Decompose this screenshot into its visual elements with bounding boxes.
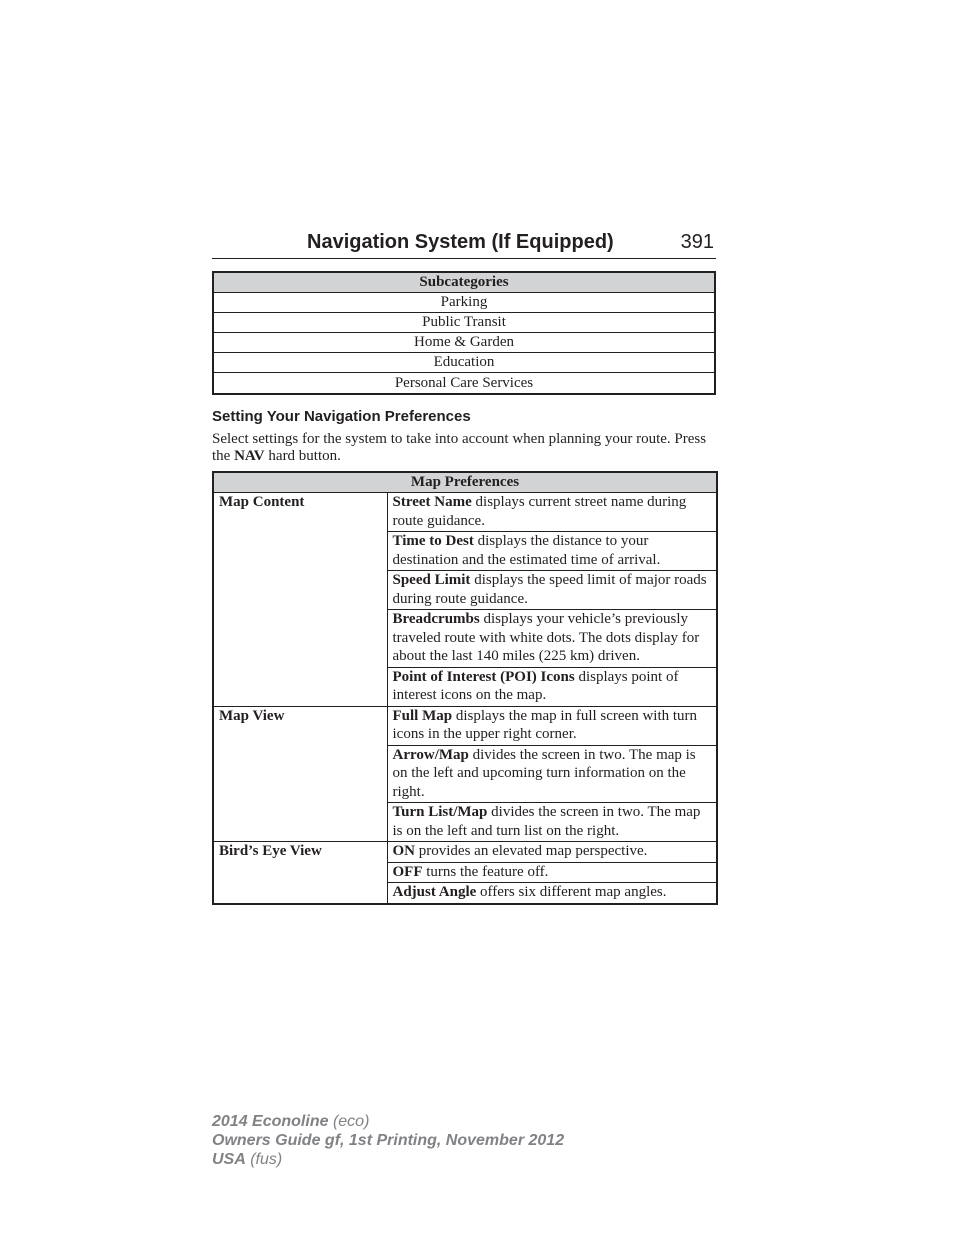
pref-term: Time to Dest bbox=[392, 533, 474, 549]
pref-desc: displays the speed limit of major roads during route guidance. bbox=[392, 572, 707, 607]
pref-desc: displays your vehicle’s previously traveled route with white dots. The dots display for about the last 140 miles (225 km) driven. bbox=[392, 611, 700, 664]
table-cell: Personal Care Services bbox=[213, 373, 715, 395]
table-header-row bbox=[213, 272, 715, 293]
table-row bbox=[213, 493, 717, 532]
pref-desc: divides the screen in two. The map is on the left and turn list on the right. bbox=[392, 804, 701, 839]
page-number: 391 bbox=[680, 231, 714, 253]
pref-desc: provides an elevated map perspective. bbox=[415, 843, 648, 859]
map-preferences-table bbox=[212, 471, 718, 905]
pref-item bbox=[387, 532, 717, 571]
table-cell: Education bbox=[213, 353, 715, 373]
pref-item bbox=[387, 571, 717, 610]
pref-term: Speed Limit bbox=[392, 572, 471, 588]
pref-item bbox=[387, 842, 717, 863]
table-row bbox=[213, 842, 717, 863]
pref-desc: turns the feature off. bbox=[422, 863, 549, 880]
pref-item bbox=[387, 610, 717, 668]
pref-item bbox=[387, 493, 717, 532]
pref-desc: displays current street name during route guidance. bbox=[392, 494, 687, 529]
page-header bbox=[212, 230, 716, 259]
intro-text-end: hard button. bbox=[264, 447, 341, 464]
category-map-content: Map Content bbox=[213, 493, 387, 707]
table-row bbox=[213, 353, 715, 373]
subcategories-table bbox=[212, 271, 716, 395]
pref-term: Street Name bbox=[392, 494, 472, 510]
footer-line-1 bbox=[212, 1112, 564, 1131]
table-row bbox=[213, 313, 715, 333]
pref-term: Full Map bbox=[392, 707, 453, 724]
pref-term: OFF bbox=[392, 863, 423, 880]
pref-term: ON bbox=[392, 843, 415, 859]
pref-desc: displays point of interest icons on the map. bbox=[392, 668, 679, 703]
footer-market-code: (fus) bbox=[245, 1151, 283, 1168]
footer-line-3 bbox=[212, 1150, 564, 1169]
pref-item bbox=[387, 667, 717, 706]
footer-market: USA bbox=[212, 1151, 246, 1168]
footer-line-2 bbox=[212, 1131, 564, 1150]
table-row bbox=[213, 293, 715, 313]
table-cell: Home & Garden bbox=[213, 333, 715, 353]
pref-item bbox=[387, 706, 717, 745]
pref-desc: displays the distance to your destination and the estimated time of arrival. bbox=[392, 533, 661, 568]
pref-desc: displays the map in full screen with turn icons in the upper right corner. bbox=[392, 707, 698, 742]
pref-term: Point of Interest (POI) Icons bbox=[392, 668, 575, 685]
pref-term: Turn List/Map bbox=[392, 804, 488, 820]
category-birds-eye-view: Bird’s Eye View bbox=[213, 842, 387, 904]
footer-guide-info: Owners Guide gf, 1st Printing, November 2012 bbox=[212, 1132, 565, 1149]
table-cell: Parking bbox=[213, 293, 715, 313]
page-title: Navigation System (If Equipped) bbox=[307, 231, 614, 253]
pref-term: Adjust Angle bbox=[392, 884, 477, 900]
pref-term: Arrow/Map bbox=[392, 746, 469, 763]
intro-paragraph bbox=[212, 431, 712, 464]
footer-vehicle: 2014 Econoline bbox=[212, 1113, 329, 1130]
pref-desc: divides the screen in two. The map is on the left and upcoming turn information on the right. bbox=[392, 746, 696, 800]
intro-text: Select settings for the system to take into account when planning your route. Press the bbox=[212, 431, 707, 464]
table-row bbox=[213, 333, 715, 353]
pref-term: Breadcrumbs bbox=[392, 611, 480, 627]
category-map-view: Map View bbox=[213, 706, 387, 842]
pref-item bbox=[387, 862, 717, 883]
nav-button-name: NAV bbox=[234, 447, 265, 464]
pref-item bbox=[387, 883, 717, 904]
pref-item bbox=[387, 745, 717, 803]
table-row bbox=[213, 706, 717, 745]
table-header-row bbox=[213, 472, 717, 493]
pref-item bbox=[387, 803, 717, 842]
table-header: Subcategories bbox=[213, 272, 715, 293]
page-footer bbox=[212, 1112, 564, 1169]
pref-desc: offers six different map angles. bbox=[476, 884, 667, 900]
table-row bbox=[213, 373, 715, 395]
table-header: Map Preferences bbox=[213, 472, 717, 493]
section-heading: Setting Your Navigation Preferences bbox=[212, 408, 471, 425]
footer-vehicle-code: (eco) bbox=[328, 1113, 370, 1130]
table-cell: Public Transit bbox=[213, 313, 715, 333]
